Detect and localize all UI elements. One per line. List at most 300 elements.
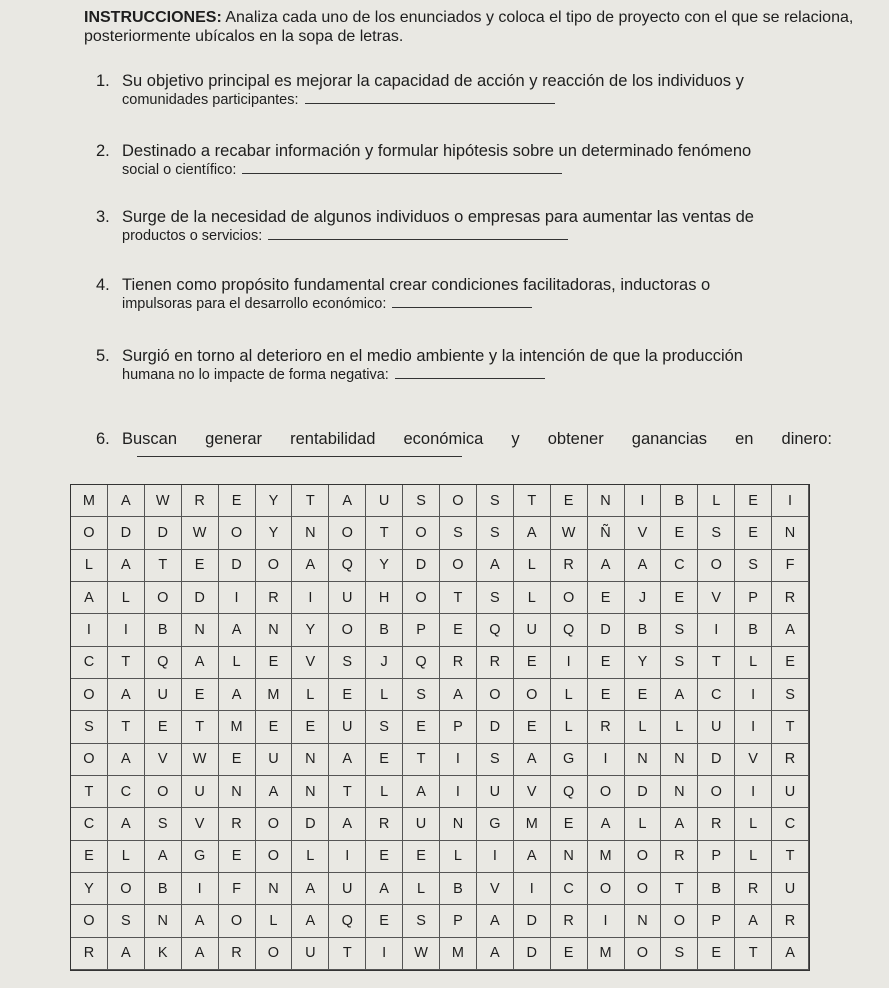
grid-cell[interactable]: B (145, 614, 182, 646)
grid-cell[interactable]: L (698, 485, 735, 517)
grid-cell[interactable]: O (145, 582, 182, 614)
grid-cell[interactable]: S (772, 679, 809, 711)
grid-cell[interactable]: L (108, 841, 145, 873)
grid-cell[interactable]: V (625, 517, 662, 549)
grid-cell[interactable]: D (625, 776, 662, 808)
grid-cell[interactable]: D (108, 517, 145, 549)
grid-cell[interactable]: M (514, 808, 551, 840)
grid-cell[interactable]: I (71, 614, 108, 646)
grid-cell[interactable]: E (219, 744, 256, 776)
grid-cell[interactable]: M (588, 841, 625, 873)
grid-cell[interactable]: N (292, 517, 329, 549)
grid-cell[interactable]: O (329, 517, 366, 549)
grid-cell[interactable]: S (403, 905, 440, 937)
grid-cell[interactable]: L (366, 679, 403, 711)
grid-cell[interactable]: U (477, 776, 514, 808)
grid-cell[interactable]: N (182, 614, 219, 646)
grid-cell[interactable]: I (182, 873, 219, 905)
grid-cell[interactable]: L (551, 679, 588, 711)
grid-cell[interactable]: S (477, 517, 514, 549)
grid-cell[interactable]: E (366, 841, 403, 873)
grid-cell[interactable]: N (145, 905, 182, 937)
grid-cell[interactable]: S (735, 550, 772, 582)
grid-cell[interactable]: S (403, 679, 440, 711)
grid-cell[interactable]: R (477, 647, 514, 679)
grid-cell[interactable]: I (551, 647, 588, 679)
grid-cell[interactable]: U (698, 711, 735, 743)
grid-cell[interactable]: N (219, 776, 256, 808)
grid-cell[interactable]: E (219, 485, 256, 517)
grid-cell[interactable]: N (772, 517, 809, 549)
grid-cell[interactable]: I (477, 841, 514, 873)
grid-cell[interactable]: A (588, 550, 625, 582)
grid-cell[interactable]: I (329, 841, 366, 873)
grid-cell[interactable]: D (477, 711, 514, 743)
grid-cell[interactable]: P (735, 582, 772, 614)
grid-cell[interactable]: O (588, 776, 625, 808)
grid-cell[interactable]: C (661, 550, 698, 582)
grid-cell[interactable]: T (698, 647, 735, 679)
grid-cell[interactable]: S (329, 647, 366, 679)
grid-cell[interactable]: E (588, 647, 625, 679)
grid-cell[interactable]: R (551, 550, 588, 582)
answer-blank-3[interactable] (268, 227, 568, 240)
grid-cell[interactable]: N (551, 841, 588, 873)
grid-cell[interactable]: R (366, 808, 403, 840)
grid-cell[interactable]: S (440, 517, 477, 549)
grid-cell[interactable]: R (182, 485, 219, 517)
grid-cell[interactable]: E (292, 711, 329, 743)
grid-cell[interactable]: E (661, 517, 698, 549)
grid-cell[interactable]: R (698, 808, 735, 840)
grid-cell[interactable]: S (71, 711, 108, 743)
grid-cell[interactable]: F (772, 550, 809, 582)
grid-cell[interactable]: D (182, 582, 219, 614)
grid-cell[interactable]: O (551, 582, 588, 614)
grid-cell[interactable]: L (292, 679, 329, 711)
grid-cell[interactable]: N (292, 776, 329, 808)
grid-cell[interactable]: E (440, 614, 477, 646)
grid-cell[interactable]: S (477, 744, 514, 776)
grid-cell[interactable]: S (366, 711, 403, 743)
grid-cell[interactable]: V (735, 744, 772, 776)
grid-cell[interactable]: U (366, 485, 403, 517)
grid-cell[interactable]: D (219, 550, 256, 582)
grid-cell[interactable]: O (588, 873, 625, 905)
grid-cell[interactable]: E (661, 582, 698, 614)
grid-cell[interactable]: E (182, 679, 219, 711)
grid-cell[interactable]: E (71, 841, 108, 873)
grid-cell[interactable]: O (71, 517, 108, 549)
grid-cell[interactable]: D (698, 744, 735, 776)
grid-cell[interactable]: I (588, 744, 625, 776)
grid-cell[interactable]: Q (145, 647, 182, 679)
grid-cell[interactable]: I (366, 938, 403, 970)
grid-cell[interactable]: B (440, 873, 477, 905)
grid-cell[interactable]: T (772, 711, 809, 743)
grid-cell[interactable]: S (661, 647, 698, 679)
grid-cell[interactable]: T (292, 485, 329, 517)
grid-cell[interactable]: L (625, 808, 662, 840)
grid-cell[interactable]: U (772, 873, 809, 905)
grid-cell[interactable]: T (71, 776, 108, 808)
grid-cell[interactable]: O (698, 776, 735, 808)
grid-cell[interactable]: A (329, 808, 366, 840)
grid-cell[interactable]: N (625, 744, 662, 776)
grid-cell[interactable]: O (625, 938, 662, 970)
grid-cell[interactable]: O (219, 517, 256, 549)
grid-cell[interactable]: V (477, 873, 514, 905)
grid-cell[interactable]: A (477, 550, 514, 582)
grid-cell[interactable]: U (772, 776, 809, 808)
grid-cell[interactable]: O (145, 776, 182, 808)
grid-cell[interactable]: H (366, 582, 403, 614)
grid-cell[interactable]: U (329, 873, 366, 905)
grid-cell[interactable]: A (625, 550, 662, 582)
grid-cell[interactable]: B (698, 873, 735, 905)
grid-cell[interactable]: I (625, 485, 662, 517)
grid-cell[interactable]: C (772, 808, 809, 840)
grid-cell[interactable]: P (403, 614, 440, 646)
grid-cell[interactable]: R (772, 582, 809, 614)
grid-cell[interactable]: O (256, 841, 293, 873)
grid-cell[interactable]: Y (366, 550, 403, 582)
grid-cell[interactable]: A (108, 938, 145, 970)
grid-cell[interactable]: R (219, 938, 256, 970)
grid-cell[interactable]: A (661, 679, 698, 711)
grid-cell[interactable]: M (588, 938, 625, 970)
grid-cell[interactable]: V (292, 647, 329, 679)
grid-cell[interactable]: C (698, 679, 735, 711)
grid-cell[interactable]: G (182, 841, 219, 873)
grid-cell[interactable]: O (514, 679, 551, 711)
grid-cell[interactable]: R (71, 938, 108, 970)
grid-cell[interactable]: E (551, 808, 588, 840)
grid-cell[interactable]: D (292, 808, 329, 840)
grid-cell[interactable]: T (440, 582, 477, 614)
grid-cell[interactable]: A (772, 938, 809, 970)
grid-cell[interactable]: E (514, 711, 551, 743)
grid-cell[interactable]: N (588, 485, 625, 517)
grid-cell[interactable]: A (219, 614, 256, 646)
grid-cell[interactable]: E (588, 679, 625, 711)
grid-cell[interactable]: R (772, 905, 809, 937)
grid-cell[interactable]: L (661, 711, 698, 743)
answer-blank-1[interactable] (305, 91, 555, 104)
grid-cell[interactable]: L (71, 550, 108, 582)
grid-cell[interactable]: A (661, 808, 698, 840)
grid-cell[interactable]: D (514, 905, 551, 937)
grid-cell[interactable]: N (661, 776, 698, 808)
grid-cell[interactable]: V (145, 744, 182, 776)
grid-cell[interactable]: T (403, 744, 440, 776)
grid-cell[interactable]: E (514, 647, 551, 679)
grid-cell[interactable]: L (403, 873, 440, 905)
grid-cell[interactable]: T (366, 517, 403, 549)
grid-cell[interactable]: E (625, 679, 662, 711)
grid-cell[interactable]: E (403, 711, 440, 743)
grid-cell[interactable]: L (551, 711, 588, 743)
grid-cell[interactable]: E (551, 938, 588, 970)
grid-cell[interactable]: U (403, 808, 440, 840)
grid-cell[interactable]: T (145, 550, 182, 582)
answer-blank-5[interactable] (395, 366, 545, 379)
grid-cell[interactable]: R (440, 647, 477, 679)
grid-cell[interactable]: Q (551, 614, 588, 646)
grid-cell[interactable]: M (219, 711, 256, 743)
grid-cell[interactable]: F (219, 873, 256, 905)
grid-cell[interactable]: W (403, 938, 440, 970)
grid-cell[interactable]: E (772, 647, 809, 679)
grid-cell[interactable]: T (735, 938, 772, 970)
grid-cell[interactable]: E (588, 582, 625, 614)
grid-cell[interactable]: R (588, 711, 625, 743)
grid-cell[interactable]: A (108, 485, 145, 517)
grid-cell[interactable]: R (772, 744, 809, 776)
grid-cell[interactable]: O (108, 873, 145, 905)
grid-cell[interactable]: I (772, 485, 809, 517)
grid-cell[interactable]: A (329, 485, 366, 517)
grid-cell[interactable]: A (145, 841, 182, 873)
grid-cell[interactable]: R (551, 905, 588, 937)
grid-cell[interactable]: E (698, 938, 735, 970)
grid-cell[interactable]: A (772, 614, 809, 646)
grid-cell[interactable]: U (514, 614, 551, 646)
answer-blank-4[interactable] (392, 295, 532, 308)
grid-cell[interactable]: L (735, 841, 772, 873)
grid-cell[interactable]: T (108, 711, 145, 743)
grid-cell[interactable]: Y (256, 485, 293, 517)
grid-cell[interactable]: O (219, 905, 256, 937)
grid-cell[interactable]: T (661, 873, 698, 905)
grid-cell[interactable]: Q (329, 905, 366, 937)
grid-cell[interactable]: A (256, 776, 293, 808)
grid-cell[interactable]: V (182, 808, 219, 840)
grid-cell[interactable]: O (256, 938, 293, 970)
grid-cell[interactable]: N (256, 614, 293, 646)
grid-cell[interactable]: C (551, 873, 588, 905)
grid-cell[interactable]: N (440, 808, 477, 840)
answer-blank-2[interactable] (242, 161, 562, 174)
grid-cell[interactable]: Y (292, 614, 329, 646)
grid-cell[interactable]: K (145, 938, 182, 970)
grid-cell[interactable]: I (735, 776, 772, 808)
grid-cell[interactable]: B (145, 873, 182, 905)
grid-cell[interactable]: U (145, 679, 182, 711)
grid-cell[interactable]: A (292, 873, 329, 905)
grid-cell[interactable]: A (108, 679, 145, 711)
grid-cell[interactable]: S (108, 905, 145, 937)
grid-cell[interactable]: S (477, 582, 514, 614)
grid-cell[interactable]: I (514, 873, 551, 905)
grid-cell[interactable]: D (403, 550, 440, 582)
grid-cell[interactable]: E (735, 485, 772, 517)
grid-cell[interactable]: O (625, 873, 662, 905)
grid-cell[interactable]: E (256, 647, 293, 679)
grid-cell[interactable]: C (108, 776, 145, 808)
grid-cell[interactable]: O (329, 614, 366, 646)
grid-cell[interactable]: U (292, 938, 329, 970)
grid-cell[interactable]: L (366, 776, 403, 808)
grid-cell[interactable]: U (329, 582, 366, 614)
grid-cell[interactable]: O (625, 841, 662, 873)
grid-cell[interactable]: I (735, 711, 772, 743)
grid-cell[interactable]: A (219, 679, 256, 711)
grid-cell[interactable]: R (256, 582, 293, 614)
grid-cell[interactable]: S (403, 485, 440, 517)
grid-cell[interactable]: A (292, 905, 329, 937)
grid-cell[interactable]: A (108, 550, 145, 582)
grid-cell[interactable]: S (477, 485, 514, 517)
grid-cell[interactable]: M (256, 679, 293, 711)
grid-cell[interactable]: O (403, 517, 440, 549)
grid-cell[interactable]: B (625, 614, 662, 646)
grid-cell[interactable]: A (292, 550, 329, 582)
grid-cell[interactable]: A (403, 776, 440, 808)
grid-cell[interactable]: Ñ (588, 517, 625, 549)
grid-cell[interactable]: P (440, 905, 477, 937)
grid-cell[interactable]: C (71, 808, 108, 840)
grid-cell[interactable]: Y (256, 517, 293, 549)
grid-cell[interactable]: N (256, 873, 293, 905)
grid-cell[interactable]: Q (477, 614, 514, 646)
grid-cell[interactable]: N (292, 744, 329, 776)
grid-cell[interactable]: L (514, 582, 551, 614)
grid-cell[interactable]: A (588, 808, 625, 840)
grid-cell[interactable]: A (182, 647, 219, 679)
grid-cell[interactable]: N (661, 744, 698, 776)
grid-cell[interactable]: T (329, 776, 366, 808)
grid-cell[interactable]: W (182, 744, 219, 776)
grid-cell[interactable]: A (71, 582, 108, 614)
grid-cell[interactable]: G (551, 744, 588, 776)
grid-cell[interactable]: L (292, 841, 329, 873)
grid-cell[interactable]: O (71, 744, 108, 776)
grid-cell[interactable]: C (71, 647, 108, 679)
grid-cell[interactable]: O (256, 550, 293, 582)
grid-cell[interactable]: W (182, 517, 219, 549)
grid-cell[interactable]: A (440, 679, 477, 711)
grid-cell[interactable]: O (403, 582, 440, 614)
grid-cell[interactable]: Q (551, 776, 588, 808)
grid-cell[interactable]: G (477, 808, 514, 840)
grid-cell[interactable]: U (256, 744, 293, 776)
grid-cell[interactable]: V (698, 582, 735, 614)
grid-cell[interactable]: B (661, 485, 698, 517)
grid-cell[interactable]: Y (625, 647, 662, 679)
grid-cell[interactable]: E (403, 841, 440, 873)
grid-cell[interactable]: E (551, 485, 588, 517)
grid-cell[interactable]: O (256, 808, 293, 840)
grid-cell[interactable]: L (735, 647, 772, 679)
grid-cell[interactable]: R (735, 873, 772, 905)
grid-cell[interactable]: O (698, 550, 735, 582)
grid-cell[interactable]: I (735, 679, 772, 711)
grid-cell[interactable]: O (477, 679, 514, 711)
grid-cell[interactable]: A (735, 905, 772, 937)
grid-cell[interactable]: E (219, 841, 256, 873)
grid-cell[interactable]: A (182, 905, 219, 937)
grid-cell[interactable]: Q (403, 647, 440, 679)
grid-cell[interactable]: T (514, 485, 551, 517)
grid-cell[interactable]: D (145, 517, 182, 549)
grid-cell[interactable]: P (698, 905, 735, 937)
answer-blank-6[interactable] (137, 444, 462, 457)
grid-cell[interactable]: I (440, 744, 477, 776)
grid-cell[interactable]: D (588, 614, 625, 646)
grid-cell[interactable]: I (292, 582, 329, 614)
grid-cell[interactable]: L (219, 647, 256, 679)
grid-cell[interactable]: I (698, 614, 735, 646)
grid-cell[interactable]: M (440, 938, 477, 970)
grid-cell[interactable]: Q (329, 550, 366, 582)
grid-cell[interactable]: P (698, 841, 735, 873)
grid-cell[interactable]: E (366, 905, 403, 937)
grid-cell[interactable]: O (440, 485, 477, 517)
grid-cell[interactable]: I (588, 905, 625, 937)
grid-cell[interactable]: L (625, 711, 662, 743)
grid-cell[interactable]: T (108, 647, 145, 679)
grid-cell[interactable]: A (182, 938, 219, 970)
grid-cell[interactable]: P (440, 711, 477, 743)
grid-cell[interactable]: A (514, 744, 551, 776)
grid-cell[interactable]: B (735, 614, 772, 646)
grid-cell[interactable]: A (477, 905, 514, 937)
grid-cell[interactable]: I (108, 614, 145, 646)
grid-cell[interactable]: O (661, 905, 698, 937)
grid-cell[interactable]: M (71, 485, 108, 517)
grid-cell[interactable]: L (735, 808, 772, 840)
grid-cell[interactable]: A (329, 744, 366, 776)
grid-cell[interactable]: I (219, 582, 256, 614)
grid-cell[interactable]: W (145, 485, 182, 517)
grid-cell[interactable]: I (440, 776, 477, 808)
grid-cell[interactable]: A (108, 808, 145, 840)
grid-cell[interactable]: S (145, 808, 182, 840)
grid-cell[interactable]: S (661, 614, 698, 646)
grid-cell[interactable]: T (329, 938, 366, 970)
grid-cell[interactable]: E (182, 550, 219, 582)
grid-cell[interactable]: E (329, 679, 366, 711)
grid-cell[interactable]: O (71, 679, 108, 711)
grid-cell[interactable]: L (514, 550, 551, 582)
grid-cell[interactable]: A (108, 744, 145, 776)
grid-cell[interactable]: E (256, 711, 293, 743)
grid-cell[interactable]: W (551, 517, 588, 549)
grid-cell[interactable]: Y (71, 873, 108, 905)
grid-cell[interactable]: O (71, 905, 108, 937)
grid-cell[interactable]: N (625, 905, 662, 937)
grid-cell[interactable]: U (182, 776, 219, 808)
grid-cell[interactable]: E (145, 711, 182, 743)
grid-cell[interactable]: R (219, 808, 256, 840)
grid-cell[interactable]: A (514, 841, 551, 873)
grid-cell[interactable]: S (661, 938, 698, 970)
grid-cell[interactable]: U (329, 711, 366, 743)
grid-cell[interactable]: A (477, 938, 514, 970)
grid-cell[interactable]: J (625, 582, 662, 614)
grid-cell[interactable]: T (182, 711, 219, 743)
grid-cell[interactable]: A (514, 517, 551, 549)
grid-cell[interactable]: L (108, 582, 145, 614)
grid-cell[interactable]: E (735, 517, 772, 549)
grid-cell[interactable]: S (698, 517, 735, 549)
grid-cell[interactable]: D (514, 938, 551, 970)
grid-cell[interactable]: L (256, 905, 293, 937)
grid-cell[interactable]: L (440, 841, 477, 873)
grid-cell[interactable]: B (366, 614, 403, 646)
grid-cell[interactable]: J (366, 647, 403, 679)
